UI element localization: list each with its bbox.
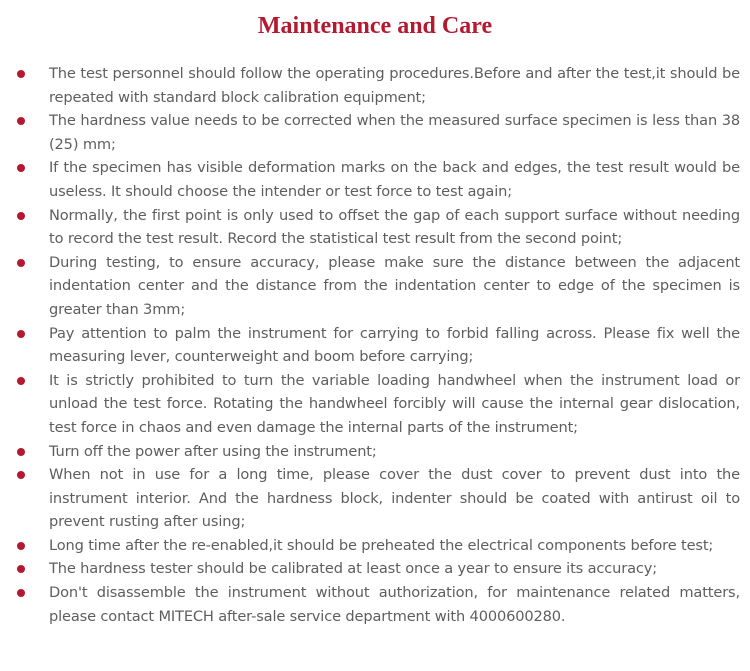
- bullet-dot-icon: [17, 589, 25, 597]
- list-item-text: Pay attention to palm the instrument for carrying to forbid falling across. Please fix well the measuring lever, counterweight and boom before carrying;: [49, 324, 740, 366]
- list-item-text: It is strictly prohibited to turn the variable loading handwheel when the instrument load or unload the test force. Rotating the handwheel forcibly will cause the internal gear dislocation, test force in chaos and even damage the internal parts of the instrument;: [49, 371, 740, 436]
- bullet-dot-icon: [17, 471, 25, 479]
- list-item-text: Long time after the re-enabled,it should be preheated the electrical components before test;: [49, 536, 714, 554]
- bullet-dot-icon: [17, 565, 25, 573]
- list-item-text: Turn off the power after using the instrument;: [49, 442, 377, 460]
- list-item: [0, 251, 750, 322]
- list-item: [0, 156, 750, 203]
- list-item-text: The hardness value needs to be corrected when the measured surface specimen is less than 38 (25) mm;: [49, 112, 740, 153]
- bullet-dot-icon: [17, 448, 25, 456]
- list-item-text: If the specimen has visible deformation marks on the back and edges, the test result would be useless. It should choose the intender or test force to test again;: [49, 159, 740, 200]
- bullet-dot-icon: [17, 117, 25, 125]
- list-item: [0, 109, 750, 156]
- maintenance-list: [0, 62, 750, 628]
- bullet-dot-icon: [17, 164, 25, 172]
- page-title: Maintenance and Care: [257, 13, 493, 39]
- list-item-text: When not in use for a long time, please cover the dust cover to prevent dust into the instrument interior. And the hardness block, indenter should be coated with antirust oil to prevent rusting after using;: [49, 466, 740, 531]
- list-item: [0, 534, 750, 558]
- list-item: [0, 322, 750, 369]
- bullet-dot-icon: [17, 377, 25, 385]
- bullet-dot-icon: [17, 212, 25, 220]
- list-item-text: Normally, the first point is only used to offset the gap of each support surface without needing to record the test result. Record the statistical test result from the second point;: [49, 206, 740, 248]
- bullet-dot-icon: [17, 259, 25, 267]
- list-item: [0, 62, 750, 109]
- list-item-text: Don't disassemble the instrument without authorization, for maintenance related matters, please contact MITECH after-sale service department with 4000600280.: [49, 584, 740, 625]
- list-item: [0, 204, 750, 251]
- list-item: [0, 369, 750, 440]
- bullet-dot-icon: [17, 542, 25, 550]
- list-item: [0, 581, 750, 628]
- list-item: [0, 463, 750, 534]
- list-item: [0, 557, 750, 581]
- bullet-dot-icon: [17, 330, 25, 338]
- bullet-dot-icon: [17, 70, 25, 78]
- list-item-text: The test personnel should follow the operating procedures.Before and after the test,it should be repeated with standard block calibration equipment;: [49, 65, 740, 106]
- list-item: [0, 440, 750, 464]
- list-item-text: The hardness tester should be calibrated at least once a year to ensure its accuracy;: [49, 560, 657, 578]
- list-item-text: During testing, to ensure accuracy, please make sure the distance between the adjacent indentation center and the distance from the indentation center to edge of the specimen is greater than 3mm;: [49, 253, 740, 318]
